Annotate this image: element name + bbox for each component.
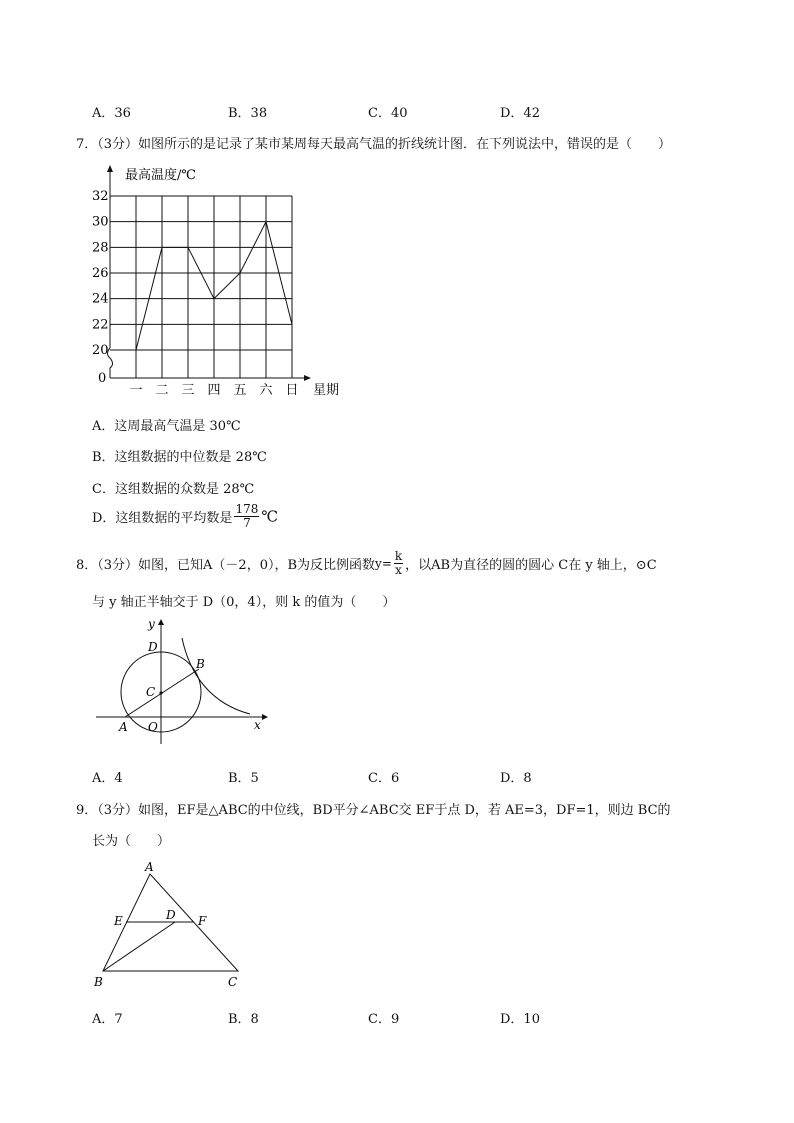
y-tick-labels bbox=[92, 189, 109, 386]
y-tick-label-zero: 0 bbox=[98, 371, 107, 386]
y-tick-label: 24 bbox=[92, 291, 109, 307]
label-a: A bbox=[145, 860, 154, 874]
x-tick-label: 二 bbox=[155, 383, 169, 398]
hyperbola-curve bbox=[182, 638, 250, 714]
degree-unit: ℃ bbox=[261, 507, 279, 526]
q8-text-1: 8．（3分）如图，已知 bbox=[76, 558, 204, 573]
q8-stem-line2: 与 y 轴正半轴交于 D（0，4），则 k 的值为（ ） bbox=[92, 595, 396, 610]
label-o: O bbox=[148, 720, 158, 734]
q9-stem-line1: 9．（3分）如图，EF是△ABC的中位线，BD平分∠ABC交 EF于点 D，若 AE=3，DF=1，则边 BC的 bbox=[76, 803, 671, 818]
label-x: x bbox=[254, 718, 261, 732]
label-c: C bbox=[146, 685, 156, 699]
q6-option-a[interactable]: A．36 bbox=[92, 106, 131, 121]
q6-option-c[interactable]: C．40 bbox=[368, 106, 408, 121]
fraction-denominator: 7 bbox=[243, 516, 251, 530]
q7-option-c[interactable]: C．这组数据的众数是 28℃ bbox=[92, 482, 255, 497]
label-d: D bbox=[148, 640, 158, 654]
y-tick-label: 26 bbox=[92, 266, 109, 281]
q7-option-d-text: D．这组数据的平均数是 bbox=[92, 511, 233, 526]
y-tick-label: 28 bbox=[92, 240, 109, 256]
q8-option-b[interactable]: B．5 bbox=[228, 771, 259, 786]
x-tick-label: 五 bbox=[233, 383, 247, 398]
center-point bbox=[159, 691, 162, 694]
q7-stem: 7．（3分）如图所示的是记录了某市某周每天最高气温的折线统计图．在下列说法中，错误的是（ ） bbox=[76, 137, 672, 152]
label-e: E bbox=[114, 914, 123, 928]
q9-option-c[interactable]: C．9 bbox=[368, 1012, 400, 1027]
label-b: B bbox=[94, 975, 103, 989]
label-c: C bbox=[228, 975, 238, 989]
q8-text-2: A（－2，0）， bbox=[203, 558, 288, 573]
q9-triangle-figure bbox=[88, 856, 258, 996]
q9-option-b[interactable]: B．8 bbox=[228, 1012, 259, 1027]
label-a: A bbox=[119, 720, 128, 734]
fraction-k-x bbox=[394, 550, 403, 577]
y-tick-label: 22 bbox=[92, 317, 109, 333]
temperature-line-chart bbox=[88, 160, 348, 400]
q8-stem-line1 bbox=[76, 550, 657, 577]
x-axis-arrow bbox=[304, 375, 311, 381]
fraction-178-7 bbox=[234, 503, 259, 530]
fraction-numerator: 178 bbox=[235, 502, 259, 516]
label-d: D bbox=[166, 908, 176, 922]
x-axis-label: 星期 bbox=[313, 383, 340, 398]
label-b: B bbox=[196, 657, 205, 671]
label-y: y bbox=[148, 617, 155, 631]
q8-option-c[interactable]: C．6 bbox=[368, 771, 400, 786]
x-tick-labels bbox=[129, 383, 298, 398]
q8-text-4: ，以AB为直径的圆的圆心 C在 y 轴上，⊙C bbox=[405, 558, 657, 573]
fraction-denominator: x bbox=[395, 563, 402, 577]
y-tick-label: 20 bbox=[92, 343, 109, 358]
y-tick-label: 30 bbox=[92, 214, 109, 230]
q9-option-d[interactable]: D．10 bbox=[500, 1012, 540, 1027]
x-tick-label: 六 bbox=[259, 383, 273, 398]
x-tick-label: 日 bbox=[285, 383, 299, 398]
q8-option-a[interactable]: A．4 bbox=[92, 771, 123, 786]
q6-option-b[interactable]: B．38 bbox=[228, 106, 268, 121]
label-f: F bbox=[198, 914, 207, 928]
q7-option-a[interactable]: A．这周最高气温是 30℃ bbox=[92, 419, 241, 434]
chart-title: 最高温度/℃ bbox=[125, 168, 196, 183]
y-tick-label: 32 bbox=[92, 189, 109, 204]
fraction-numerator: k bbox=[394, 549, 403, 563]
q9-stem-line2: 长为（ ） bbox=[92, 834, 171, 849]
q7-option-d[interactable] bbox=[92, 503, 278, 530]
y-axis-arrow bbox=[107, 165, 113, 172]
x-tick-label: 一 bbox=[129, 383, 143, 398]
q8-circle-figure bbox=[92, 616, 272, 746]
y-axis-arrow bbox=[158, 619, 164, 625]
q8-func-y: y= bbox=[375, 556, 392, 571]
x-axis-arrow bbox=[262, 714, 268, 720]
q9-option-a[interactable]: A．7 bbox=[92, 1012, 123, 1027]
segment-bd bbox=[103, 922, 175, 971]
x-tick-label: 四 bbox=[207, 383, 221, 398]
q8-option-d[interactable]: D．8 bbox=[500, 771, 532, 786]
q7-option-b[interactable]: B．这组数据的中位数是 28℃ bbox=[92, 450, 267, 465]
x-tick-label: 三 bbox=[181, 383, 195, 398]
q6-option-d[interactable]: D．42 bbox=[500, 106, 540, 121]
q8-text-3: B为反比例函数 bbox=[287, 558, 376, 573]
